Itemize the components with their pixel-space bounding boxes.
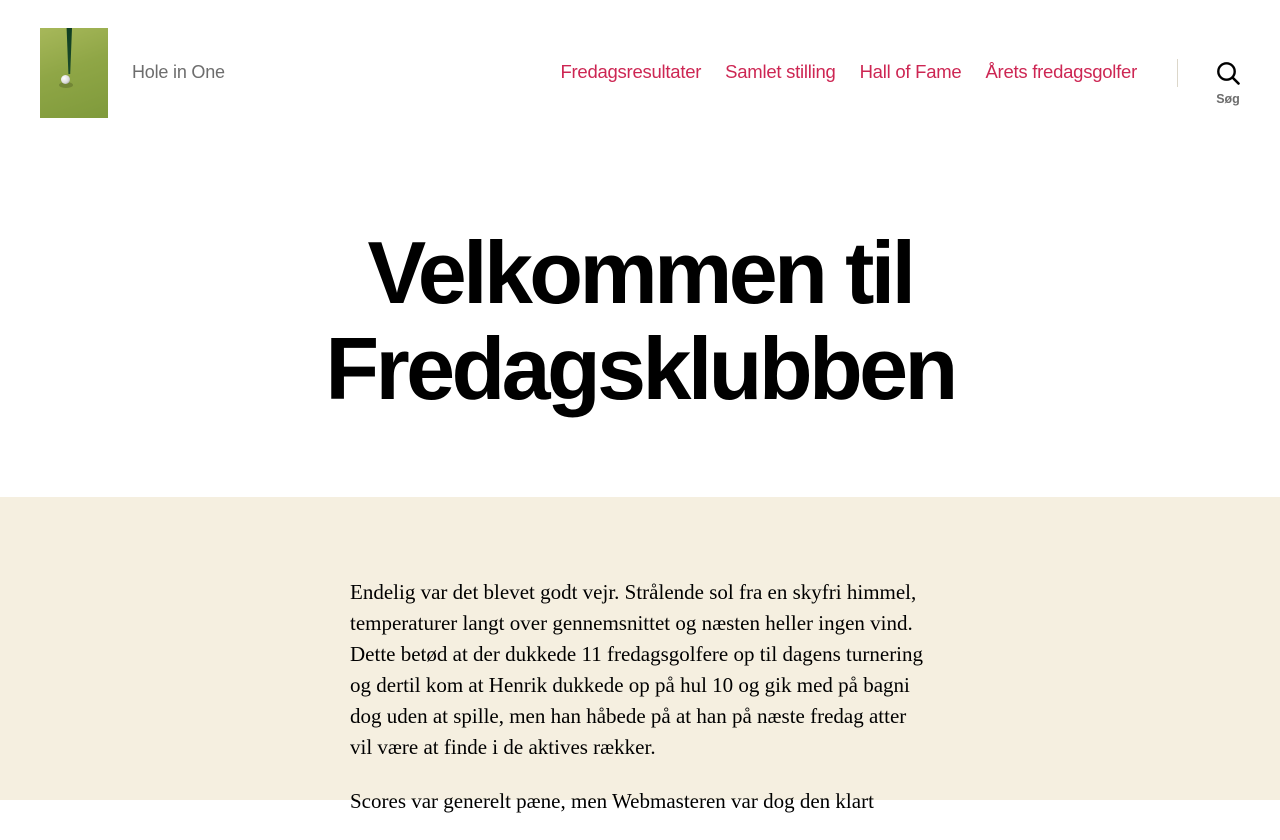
site-header bbox=[0, 0, 1280, 145]
golf-ball-icon bbox=[61, 75, 70, 84]
page-title-line-1: Velkommen til bbox=[367, 223, 913, 322]
search-toggle-button[interactable] bbox=[1204, 58, 1252, 110]
paragraph: Scores var generelt pæne, men Webmasteren var dog den klart bbox=[350, 789, 874, 813]
primary-menu bbox=[560, 61, 1137, 83]
post-content bbox=[0, 497, 1280, 813]
paragraph: Endelig var det blevet godt vejr. Strålende sol fra en skyfri himmel, temperaturer langt over gennemsnittet og næsten heller ingen vind. Dette betød at der dukkede 11 fredagsgolfere op til dagens turnering og dertil kom at Henrik dukkede op på hul 10 og gik med på bagni dog uden at spille, men han håbede på at han på næste fredag atter vil være at finde i de aktives rækker. bbox=[350, 580, 924, 759]
page-title-line-2: Fredagsklubben bbox=[325, 319, 955, 418]
page-title bbox=[0, 225, 1280, 417]
nav-item-samlet-stilling[interactable]: Samlet stilling bbox=[725, 61, 836, 82]
flagstick-icon bbox=[66, 28, 72, 74]
search-label: Søg bbox=[1216, 92, 1240, 106]
search-icon bbox=[1216, 61, 1240, 85]
header-divider bbox=[1177, 59, 1178, 87]
nav-item-hall-of-fame[interactable]: Hall of Fame bbox=[859, 61, 962, 82]
site-description: Hole in One bbox=[132, 62, 225, 82]
nav-item-arets-fredagsgolfer[interactable]: Årets fredagsgolfer bbox=[985, 61, 1137, 82]
nav-item-fredagsresultater[interactable]: Fredagsresultater bbox=[560, 61, 702, 82]
page-hero bbox=[0, 145, 1280, 497]
entry-content bbox=[350, 577, 930, 840]
site-logo[interactable] bbox=[40, 28, 108, 118]
